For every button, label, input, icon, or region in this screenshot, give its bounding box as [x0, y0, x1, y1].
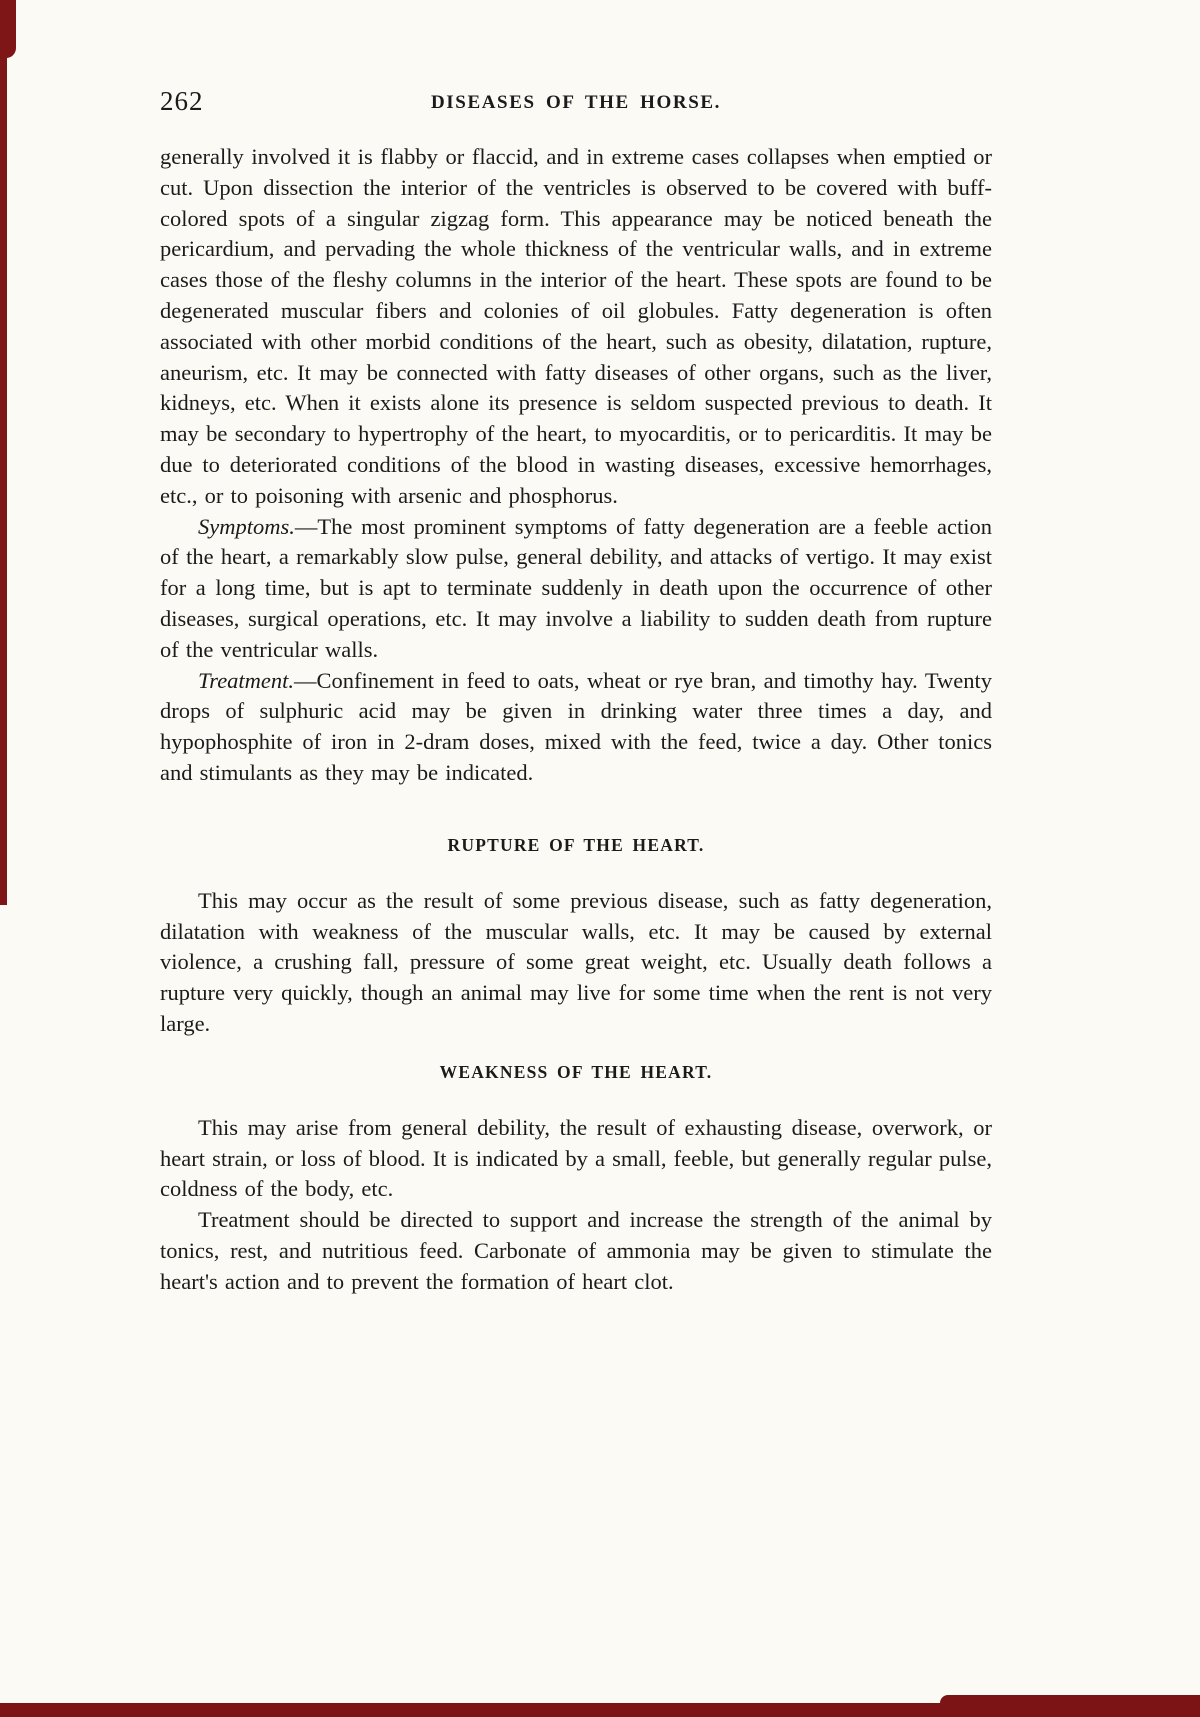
- symptoms-lead: Symptoms.: [198, 513, 295, 539]
- paragraph-weakness-1: This may arise from general debility, the result of exhausting disease, overwork, or heart strain, or loss of blood. It is indicated by a small, feeble, but generally regular pulse, coldness of the body, etc.: [160, 1114, 992, 1202]
- paragraph-symptoms: [160, 512, 992, 666]
- paragraph-fatty-degeneration: generally involved it is flabby or flaccid, and in extreme cases collapses when emptied or cut. Upon dissection the interior of the ventricles is observed to be covered with buff-colored spots of a singular zigzag form. This appearance may be noticed beneath the pericardium, and pervading the whole thickness of the ventricular walls, and in extreme cases those of the fleshy columns in the interior of the heart. These spots are found to be degenerated muscular fibers and colonies of oil globules. Fatty degeneration is often associated with other morbid conditions of the heart, such as obesity, dilatation, rupture, aneurism, etc. It may be connected with fatty diseases of other organs, such as the liver, kidneys, etc. When it exists alone its presence is seldom suspected previous to death. It may be secondary to hypertrophy of the heart, to myocarditis, or to pericarditis. It may be due to deteriorated conditions of the blood in wasting diseases, excessive hemorrhages, etc., or to poisoning with arsenic and phosphorus.: [160, 144, 992, 508]
- treatment-text: —Confinement in feed to oats, wheat or rye bran, and timothy hay. Twenty drops of sulphuric acid may be given in drinking water three times a day, and hypophosphite of iron in 2-dram doses, mixed with the feed, twice a day. Other tonics and stimulants as they may be indicated.: [160, 667, 992, 785]
- binding-edge-bottom-right: [940, 1695, 1200, 1717]
- section-heading-weakness: WEAKNESS OF THE HEART.: [439, 1061, 713, 1082]
- paragraph-weakness-2: Treatment should be directed to support and increase the strength of the animal by tonics, rest, and nutritious feed. Carbonate of ammonia may be given to stimulate the heart's action and to prevent the formation of heart clot.: [160, 1207, 992, 1294]
- symptoms-text: —The most prominent symptoms of fatty degeneration are a feeble action of the heart, a remarkably slow pulse, general debility, and attacks of vertigo. It may exist for a long time, but is apt to terminate suddenly in death upon the occurrence of other diseases, surgical operations, etc. It may involve a liability to sudden death from rupture of the ventricular walls.: [160, 513, 992, 662]
- page-number: 262: [160, 86, 204, 116]
- binding-edge-left: [0, 0, 7, 905]
- page-header: [160, 86, 992, 120]
- running-title: DISEASES OF THE HORSE.: [430, 92, 722, 113]
- paragraph-rupture: This may occur as the result of some previous disease, such as fatty degeneration, dilatation with weakness of the muscular walls, etc. It may be caused by external violence, a crushing fall, pressure of some great weight, etc. Usually death follows a rupture very quickly, though an animal may live for some time when the rent is not very large.: [160, 887, 992, 1036]
- page-text-column: [160, 86, 992, 1298]
- paragraph-treatment: [160, 666, 992, 789]
- treatment-lead: Treatment.: [198, 667, 295, 693]
- section-heading-rupture: RUPTURE OF THE HEART.: [447, 834, 705, 855]
